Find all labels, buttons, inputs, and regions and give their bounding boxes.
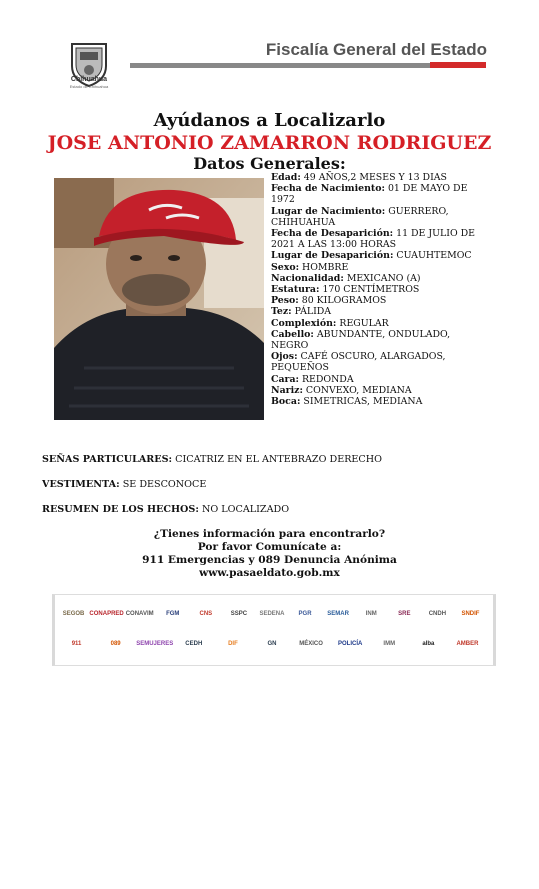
detail-label: Nacionalidad: xyxy=(271,272,344,284)
partner-logo: SRE xyxy=(398,611,411,617)
detail-row xyxy=(271,273,486,284)
distinguishing-marks-value: CICATRIZ EN EL ANTEBRAZO DERECHO xyxy=(175,454,382,465)
detail-label: Edad: xyxy=(271,172,301,183)
detail-row xyxy=(271,385,486,396)
detail-value: MEXICANO (A) xyxy=(346,272,421,284)
detail-label: Fecha de Nacimiento: xyxy=(271,183,385,195)
detail-label: Boca: xyxy=(271,396,301,408)
partner-logo: POLICÍA xyxy=(337,641,363,647)
detail-label: Tez: xyxy=(271,306,292,318)
case-summary xyxy=(42,504,502,515)
detail-row xyxy=(271,262,486,273)
partner-logo: IMM xyxy=(383,641,396,647)
partner-logo: CEDH xyxy=(185,641,203,647)
detail-value: 170 CENTÍMETROS xyxy=(322,284,420,296)
details-heading: Datos Generales: xyxy=(193,154,346,173)
partner-logo: CNDH xyxy=(428,611,447,617)
partner-logo: FGM xyxy=(166,611,180,617)
partner-logo: GN xyxy=(267,641,277,647)
agency-name: Fiscalía General del Estado xyxy=(265,40,487,59)
contact-prompt: Por favor Comunícate a: xyxy=(197,541,342,553)
detail-row xyxy=(271,295,486,306)
distinguishing-marks xyxy=(42,454,502,465)
partner-logo: PGR xyxy=(298,611,312,617)
detail-value: HOMBRE xyxy=(302,261,349,273)
partner-logo: SEDENA xyxy=(259,611,285,617)
contact-question: ¿Tienes información para encontrarlo? xyxy=(153,528,386,540)
partner-logo: 911 xyxy=(71,641,82,647)
detail-label: Cabello: xyxy=(271,328,314,340)
partner-logo: alba xyxy=(422,641,435,647)
partner-logo: SEMUJERES xyxy=(136,641,174,647)
detail-label: Complexión: xyxy=(271,317,337,329)
website-link[interactable]: www.pasaeldato.gob.mx xyxy=(199,567,340,579)
state-logo-text: Chihuahua xyxy=(70,76,108,83)
partner-logo: AMBER xyxy=(456,641,479,647)
missing-person-photo xyxy=(54,178,264,420)
detail-value: 01 DE MAYO DE 1972 xyxy=(271,183,468,206)
detail-label: Peso: xyxy=(271,295,299,307)
detail-value: ABUNDANTE, ONDULADO, NEGRO xyxy=(271,328,451,352)
detail-value: REGULAR xyxy=(339,317,389,329)
detail-row xyxy=(271,284,486,295)
distinguishing-marks-label: SEÑAS PARTICULARES: xyxy=(42,454,173,465)
detail-value: PÁLIDA xyxy=(294,306,332,318)
detail-value: SIMETRICAS, MEDIANA xyxy=(303,396,423,408)
detail-value: 80 KILOGRAMOS xyxy=(301,295,387,307)
poster-title: Ayúdanos a Localizarlo xyxy=(153,110,386,131)
detail-label: Lugar de Nacimiento: xyxy=(271,205,386,217)
clothing-value: SE DESCONOCE xyxy=(122,479,207,490)
partner-logo: MÉXICO xyxy=(299,641,323,647)
partner-logo: SNDIF xyxy=(461,611,480,617)
detail-label: Lugar de Desaparición: xyxy=(271,250,394,262)
detail-value: CUAUHTEMOC xyxy=(396,250,472,262)
partner-logo: SSPC xyxy=(230,611,248,617)
case-summary-label: RESUMEN DE LOS HECHOS: xyxy=(42,504,199,515)
detail-row xyxy=(271,351,486,373)
detail-row xyxy=(271,329,486,351)
detail-label: Fecha de Desaparición: xyxy=(271,228,394,240)
general-details xyxy=(271,172,486,407)
header-gray-bar xyxy=(130,63,430,68)
detail-label: Estatura: xyxy=(271,284,320,296)
clothing xyxy=(42,479,502,490)
detail-value: REDONDA xyxy=(302,373,354,385)
detail-row xyxy=(271,396,486,407)
detail-row xyxy=(271,172,486,183)
partner-logo: CONAPRED xyxy=(89,611,124,617)
missing-person-name: JOSE ANTONIO ZAMARRON RODRIGUEZ xyxy=(47,132,492,154)
partner-logo: SEMAR xyxy=(327,611,349,617)
detail-value: 49 AÑOS,2 MESES Y 13 DIAS xyxy=(303,172,447,183)
detail-value: CAFÉ OSCURO, ALARGADOS, PEQUEÑOS xyxy=(271,351,446,374)
detail-value: CONVEXO, MEDIANA xyxy=(305,384,412,396)
emergency-numbers: 911 Emergencias y 089 Denuncia Anónima xyxy=(142,554,397,566)
partner-logo: INM xyxy=(365,611,377,617)
detail-row xyxy=(271,374,486,385)
detail-value: 11 DE JULIO DE 2021 A LAS 13:00 HORAS xyxy=(271,228,475,251)
detail-label: Sexo: xyxy=(271,261,300,273)
detail-row xyxy=(271,228,486,250)
detail-row xyxy=(271,183,486,205)
detail-label: Ojos: xyxy=(271,351,298,363)
detail-row xyxy=(271,306,486,317)
partner-logo: 089 xyxy=(110,641,121,647)
partner-logo: CONAVIM xyxy=(125,611,154,617)
partner-logo: DIF xyxy=(228,641,238,647)
detail-row xyxy=(271,250,486,261)
case-summary-value: NO LOCALIZADO xyxy=(201,504,290,515)
partner-logos-strip xyxy=(52,594,496,666)
partner-logo: CNS xyxy=(199,611,213,617)
partner-logo: SEGOB xyxy=(62,611,85,617)
state-logo-subtext: Estado de Chihuahua xyxy=(69,84,109,89)
detail-label: Cara: xyxy=(271,373,300,385)
detail-value: GUERRERO, CHIHUAHUA xyxy=(271,205,449,228)
clothing-label: VESTIMENTA: xyxy=(42,479,120,490)
detail-row xyxy=(271,318,486,329)
detail-label: Nariz: xyxy=(271,384,303,396)
detail-row xyxy=(271,206,486,228)
header-red-bar xyxy=(430,62,486,68)
